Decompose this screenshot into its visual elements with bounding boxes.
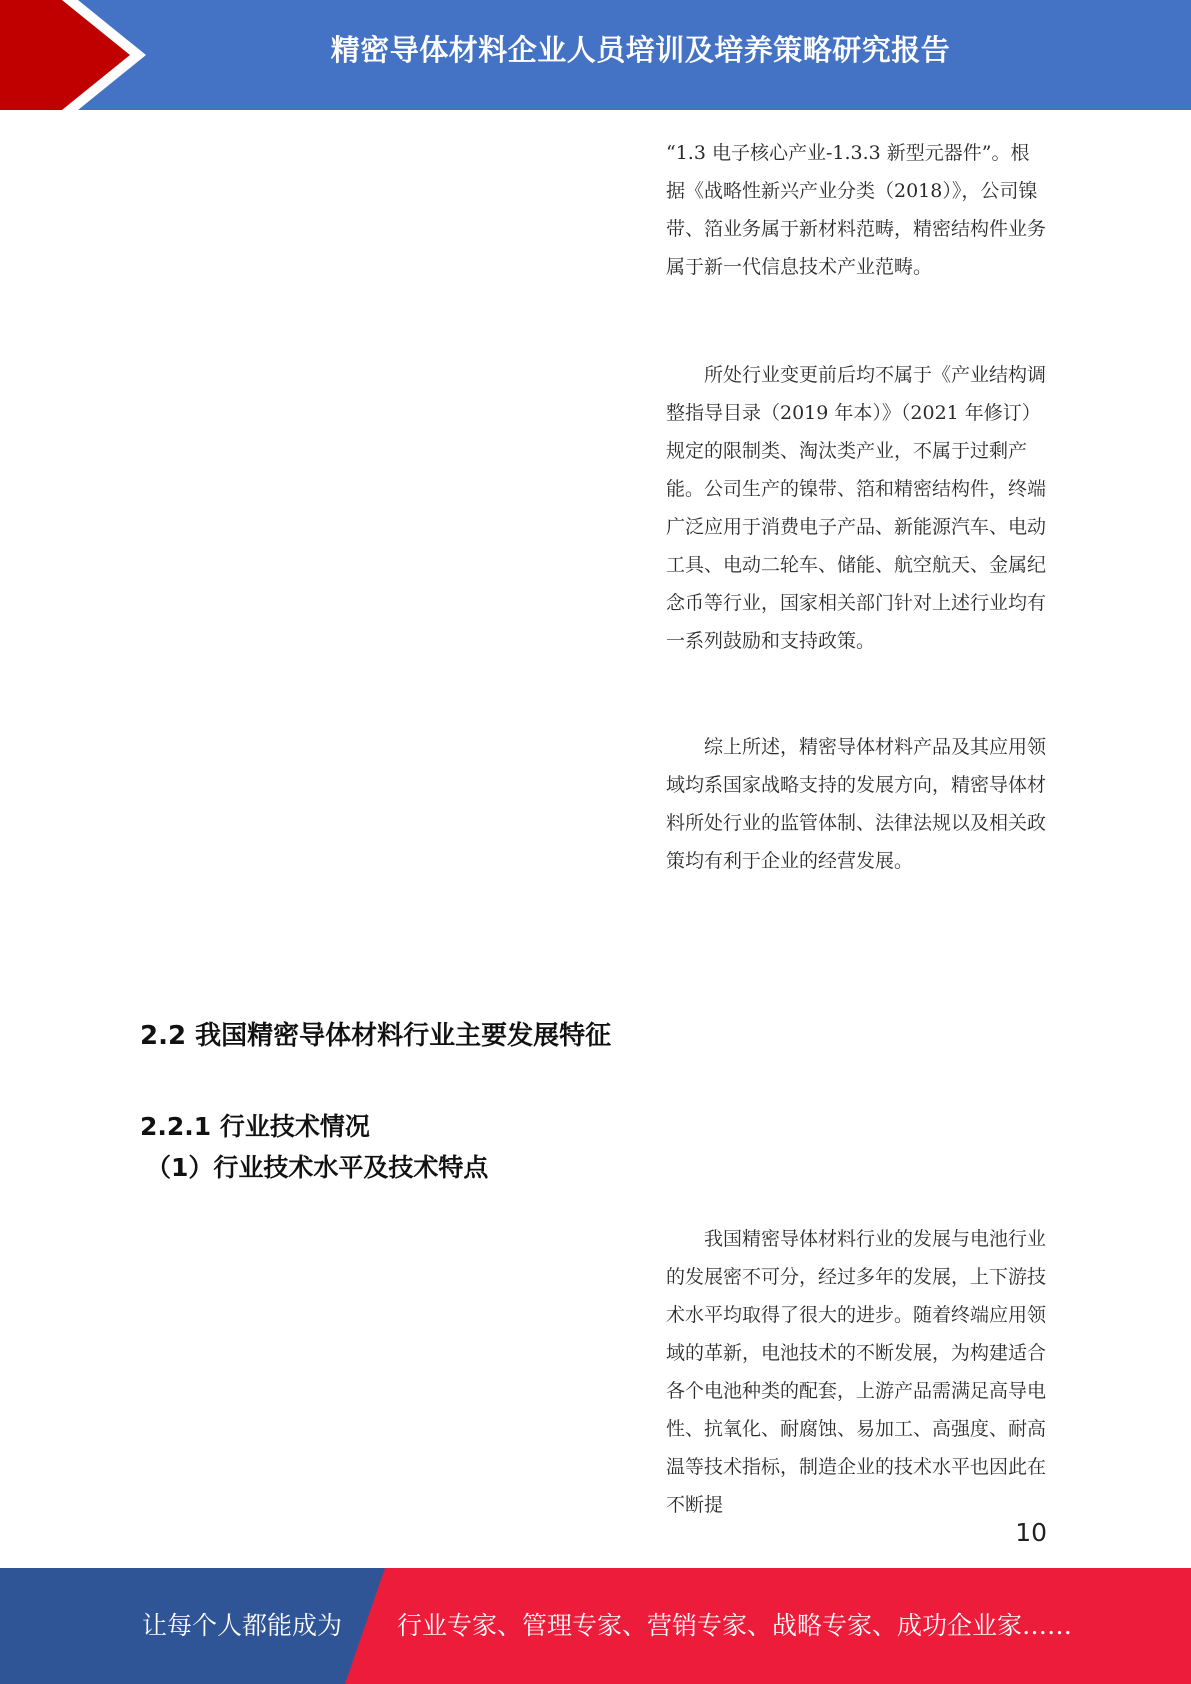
paragraph-text: “1.3 电子核心产业-1.3.3 新型元器件”。根据《战略性新兴产业分类（2018）》，公司镍带、箔业务属于新材料范畴，精密结构件业务属于新一代信息技术产业范畴。 bbox=[666, 142, 1047, 278]
subsection-heading-technical-level: （1）行业技术水平及技术特点 bbox=[146, 1153, 489, 1182]
section-heading-2-2: 2.2 我国精密导体材料行业主要发展特征 bbox=[140, 1021, 612, 1051]
paragraph-text: 综上所述，精密导体材料产品及其应用领域均系国家战略支持的发展方向，精密导体材料所处行业的监管体制、法律法规以及相关政策均有利于企业的经营发展。 bbox=[666, 736, 1047, 872]
footer-banner bbox=[0, 1568, 1191, 1684]
footer-slogan-left: 让每个人都能成为 bbox=[142, 1611, 343, 1640]
paragraph-industry-policy bbox=[666, 356, 1048, 660]
paragraph-text: 我国精密导体材料行业的发展与电池行业的发展密不可分，经过多年的发展，上下游技术水平均取得了很大的进步。随着终端应用领域的革新，电池技术的不断发展，为构建适合各个电池种类的配套，上游产品需满足高导电性、抗氧化、耐腐蚀、易加工、高强度、耐高温等技术指标，制造企业的技术水平也因此在不断提 bbox=[666, 1228, 1047, 1516]
paragraph-technical-development bbox=[666, 1220, 1048, 1524]
header-bar bbox=[0, 0, 1191, 110]
footer-slogan-right: 行业专家、管理专家、营销专家、战略专家、成功企业家…… bbox=[397, 1611, 1073, 1640]
page-number: 10 bbox=[1015, 1518, 1047, 1547]
report-title: 精密导体材料企业人员培训及培养策略研究报告 bbox=[330, 33, 951, 67]
paragraph-summary bbox=[666, 728, 1048, 880]
section-heading-2-2-1: 2.2.1 行业技术情况 bbox=[140, 1112, 370, 1141]
header-arrow-decoration bbox=[0, 0, 160, 110]
paragraph-industry-classification bbox=[666, 134, 1048, 286]
paragraph-text: 所处行业变更前后均不属于《产业结构调整指导目录（2019 年本）》（2021 年修订）规定的限制类、淘汰类产业，不属于过剩产能。公司生产的镍带、箔和精密结构件，终端广泛应用于消费电子产品、新能源汽车、电动工具、电动二轮车、储能、航空航天、金属纪念币等行业，国家相关部门针对上述行业均有一系列鼓励和支持政策。 bbox=[666, 364, 1047, 652]
